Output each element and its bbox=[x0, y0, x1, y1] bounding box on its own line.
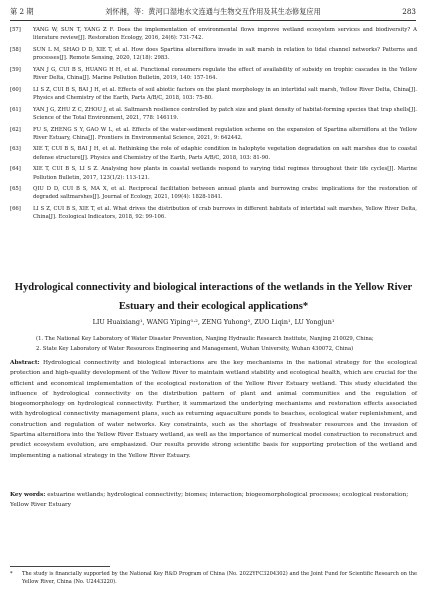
reference-number: [65] bbox=[10, 186, 21, 193]
reference-item bbox=[10, 86, 417, 102]
reference-text: SUN L M, SHAO D D, XIE T, et al. How does Spartina alterniflora invade in salt marsh in relation to tidal channel networks? Patterns and processes[J]. Remote Sensing, 2020, 12(18): 2983. bbox=[33, 46, 417, 62]
running-title: 刘怀湘，等：黄河口湿地水文连通与生物交互作用及其生态修复应用 bbox=[105, 7, 321, 16]
reference-number: [62] bbox=[10, 126, 21, 133]
reference-number: [59] bbox=[10, 66, 21, 73]
reference-item bbox=[10, 185, 417, 201]
keywords-text: estuarine wetlands; hydrological connectivity; biomes; interaction; biogeomorphological processes; ecological restoration; Yellow River Estuary bbox=[10, 492, 409, 509]
keywords-label: Key words: bbox=[10, 492, 46, 498]
reference-text: YAN J G, ZHU Z C, ZHOU J, et al. Saltmarsh resilience controlled by patch size and plant density of habitat-forming species that trap shells[J]. Science of the Total Environment, 2021, 778: 146119. bbox=[33, 106, 417, 121]
reference-number: [66] bbox=[10, 206, 21, 213]
reference-text: LI S Z, CUI B S, XIE T, et al. What drives the distribution of crab burrows in different habitats of intertidal salt marshes, Yellow River Delta, China[J]. Ecological Indicators, 2018, 92: 99-106. bbox=[33, 206, 417, 221]
reference-text: QIU D D, CUI B S, MA X, et al. Reciprocal facilitation between annual plants and burrowing crabs: implications for the restoration of degraded saltmarshes[J]. Journal of Ecology, 2021, 109(4): 1828-1841. bbox=[33, 186, 417, 201]
paper-title: Hydrological connectivity and biological interactions of the wetlands in the Yellow River Estuary and their ecological applications* bbox=[14, 282, 413, 312]
footnote-rule bbox=[10, 566, 110, 567]
reference-number: [60] bbox=[10, 86, 21, 93]
reference-list bbox=[10, 26, 417, 225]
author-list: LIU Huaixiang¹, WANG Yiping¹·², ZENG Yuhong², ZUO Liqin¹, LU Yongjun¹ bbox=[92, 318, 335, 326]
footnote-text: The study is financially supported by the National Key R&D Program of China (No. 2022YFC3204302) and the Joint Fund for Scientific Research on the Yellow River, China (No. U2443220). bbox=[22, 571, 417, 586]
affiliations bbox=[36, 334, 417, 354]
funding-footnote bbox=[10, 570, 417, 586]
footnote-marker: * bbox=[10, 571, 13, 577]
affiliation-2: 2. State Key Laboratory of Water Resources Engineering and Management, Wuhan University, Wuhan 430072, China) bbox=[36, 346, 354, 352]
reference-item bbox=[10, 66, 417, 82]
reference-text: YANG W, SUN T, YANG Z F. Does the implementation of environmental flows improve wetland ecosystem services and biodiversity? A literature review[J]. Restoration Ecology, 2016, 24(6): 731-742. bbox=[33, 27, 417, 42]
reference-item bbox=[10, 26, 417, 42]
issue-label: 第 2 期 bbox=[10, 7, 34, 16]
reference-item bbox=[10, 205, 417, 221]
reference-item bbox=[10, 106, 417, 122]
reference-text: XIE T, CUI B S, LI S Z. Analysing how plants in coastal wetlands respond to varying tidal regimes throughout their life cycles[J]. Marine Pollution Bulletin, 2017, 123(1/2): 113-121. bbox=[33, 166, 417, 181]
reference-number: [63] bbox=[10, 146, 21, 153]
reference-number: [61] bbox=[10, 106, 21, 113]
reference-number: [57] bbox=[10, 27, 21, 33]
reference-text: XIE T, CUI B S, BAI J H, et al. Rethinking the role of edaphic condition in halophyte vegetation degradation on salt marshes due to coastal defense structure[J]. Physics and Chemistry of the Earth, Parts A/B/C, 2018, 103: 81-90. bbox=[33, 146, 417, 161]
abstract bbox=[10, 358, 417, 461]
reference-item bbox=[10, 145, 417, 161]
reference-text: LI S Z, CUI B S, BAI J H, et al. Effects of soil abiotic factors on the plant morphology in an intertidal salt marsh, Yellow River Delta, China[J]. Physics and Chemistry of the Earth, Parts A/B/C, 2018, 103: 75-80. bbox=[33, 86, 417, 101]
page-number: 283 bbox=[402, 7, 416, 16]
reference-item bbox=[10, 126, 417, 142]
reference-text: YAN J G, CUI B S, HUANG H H, et al. Functional consumers regulate the effect of availability of subsidy on trophic cascades in the Yellow River Delta, China[J]. Marine Pollution Bulletin, 2019, 140: 157-164. bbox=[33, 66, 417, 82]
running-header bbox=[10, 4, 416, 21]
abstract-text: Hydrological connectivity and biological interactions are the key mechanisms in the national strategy for the ecological protection and high-quality development of the Yellow River to maintain wetland stability and ecological health, which are crucial for the efficient and economical implementation of the ecological restoration of the Yellow River Estuary wetland. This study elucidated the influence of hydrological connectivity on the distribution pattern of plant and animal communities and the regulation of biogeomorphology on hydrological connectivity. Further, it summarized the underlying mechanisms and restoration effects associated with hydrological connectivity management plans, such as returning aquaculture ponds to beaches, ecological water replenishment, and construction and regulation of water networks. Key constraints, such as the shortage of freshwater resources and the invasion of Spartina alterniflora into the Yellow River Estuary wetland, as well as the importance of numerical model construction to reconstruct and predict ecosystem evolution, are emphasized. Our results provide strong scientific basis for supporting protection of the wetland and implementing a national strategy in the Yellow River Estuary. bbox=[10, 360, 417, 459]
abstract-label: Abstract: bbox=[10, 360, 40, 366]
reference-text: FU S, ZHENG S Y, GAO W L, et al. Effects of the water-sediment regulation scheme on the expansion of Spartina alterniflora at the Yellow River Estuary, China[J]. Frontiers in Environmental Science, 2021, 9: 642442. bbox=[33, 126, 417, 141]
reference-item bbox=[10, 46, 417, 62]
reference-item bbox=[10, 165, 417, 181]
reference-number: [58] bbox=[10, 46, 21, 53]
reference-number: [64] bbox=[10, 166, 21, 173]
affiliation-1: (1. The National Key Laboratory of Water Disaster Prevention, Nanjing Hydraulic Research Institute, Nanjing 210029, China; bbox=[36, 336, 374, 342]
keywords bbox=[10, 490, 417, 511]
